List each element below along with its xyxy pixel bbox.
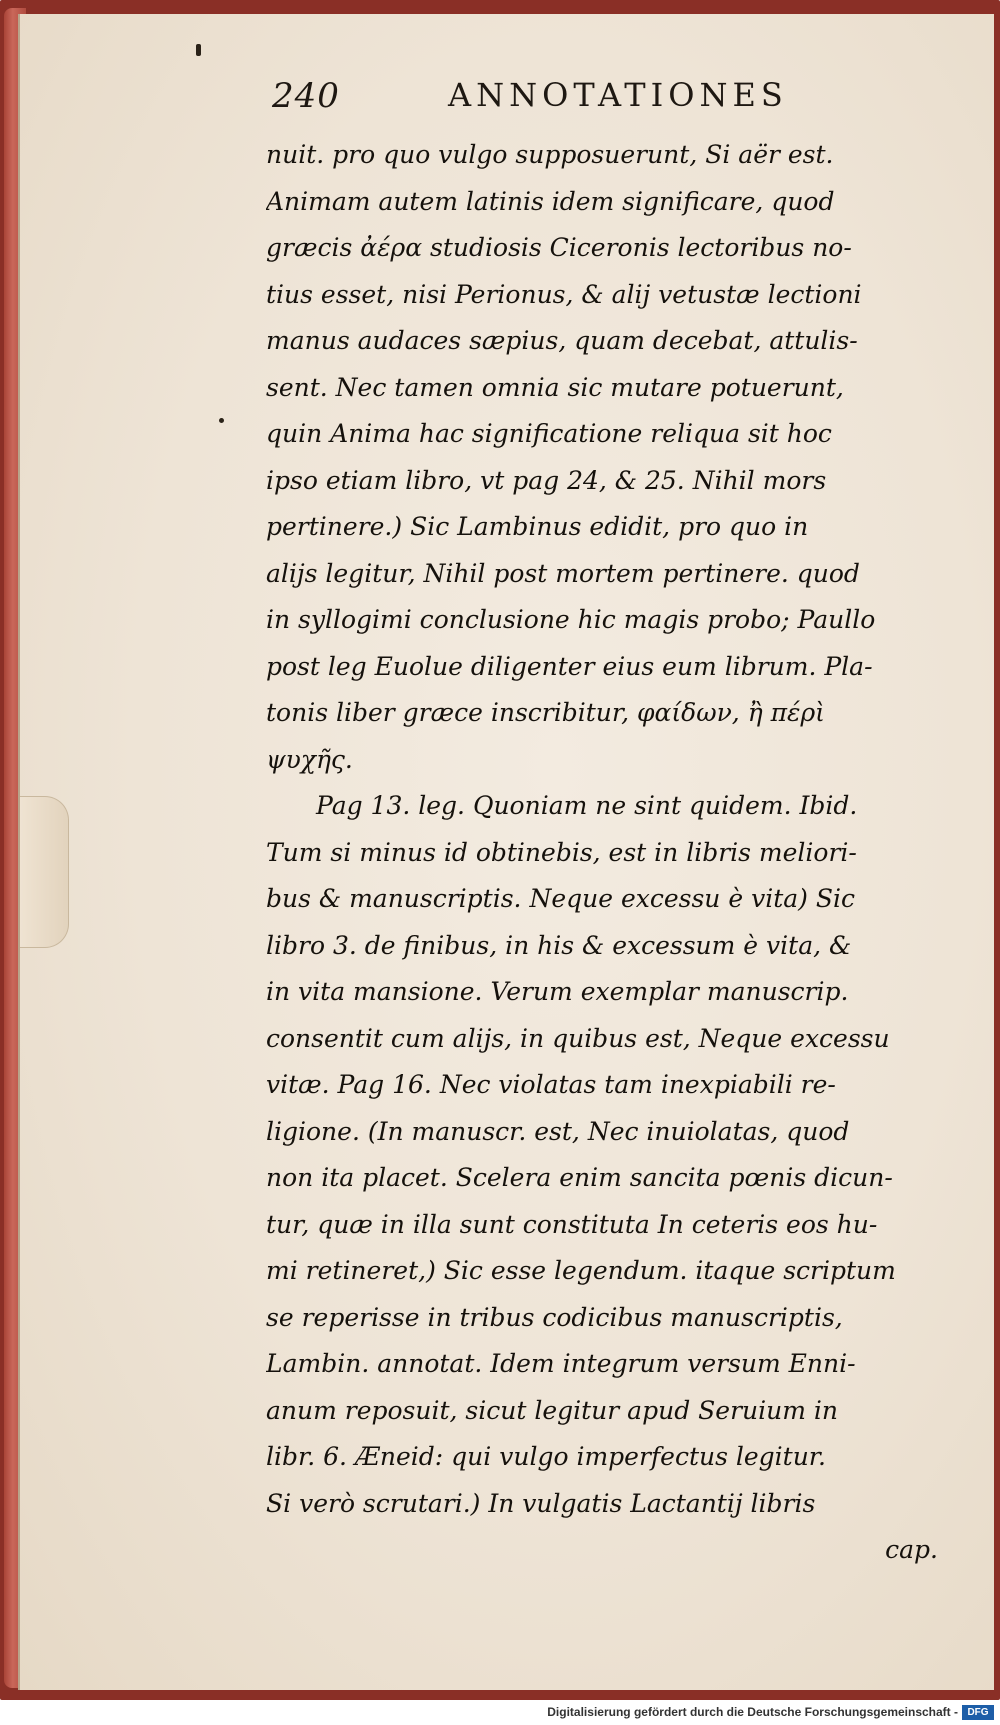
text-line: ipso etiam libro, vt pag 24, & 25. Nihil mors bbox=[266, 465, 827, 495]
text-line: non ita placet. Scelera enim sancita pœnis dicun- bbox=[266, 1163, 893, 1192]
funding-notice: Digitalisierung gefördert durch die Deutsche Forschungsgemeinschaft - bbox=[547, 1705, 958, 1719]
text-line: Animam autem latinis idem significare, quod bbox=[266, 186, 835, 216]
ink-spot bbox=[196, 44, 201, 56]
text-line: alijs legitur, Nihil post mortem pertinere. quod bbox=[266, 558, 860, 588]
text-line: pertinere.) Sic Lambinus edidit, pro quo in bbox=[266, 512, 809, 541]
text-line: bus & manuscriptis. Neque excessu è vita) Sic bbox=[266, 884, 855, 913]
text-line: ligione. (In manuscr. est, Nec inuiolatas, quod bbox=[266, 1116, 850, 1146]
ink-spot bbox=[219, 418, 224, 423]
text-line: libro 3. de finibus, in his & excessum è vita, & bbox=[266, 930, 852, 960]
text-line: post leg Euolue diligenter eius eum librum. Pla- bbox=[266, 651, 873, 681]
text-line: Tum si minus id obtinebis, est in libris meliori- bbox=[266, 837, 857, 867]
text-line: vitæ. Pag 16. Nec violatas tam inexpiabili re- bbox=[266, 1070, 836, 1099]
text-line: nuit. pro quo vulgo supposuerunt, Si aër est. bbox=[266, 140, 834, 169]
text-line: Pag 13. leg. Quoniam ne sint quidem. Ibid. bbox=[316, 791, 858, 820]
text-line: Lambin. annotat. Idem integrum versum Enni- bbox=[266, 1349, 856, 1378]
text-line: mi retineret,) Sic esse legendum. itaque scriptum bbox=[266, 1256, 896, 1285]
dfg-logo: DFG bbox=[962, 1705, 994, 1720]
page-header bbox=[272, 76, 832, 122]
text-line: græcis ἀέρα studiosis Ciceronis lectoribus no- bbox=[266, 233, 852, 262]
text-line: anum reposuit, sicut legitur apud Seruium in bbox=[266, 1395, 838, 1425]
text-line: tius esset, nisi Perionus, & alij vetustæ lectioni bbox=[266, 279, 862, 309]
text-line: in vita mansione. Verum exemplar manuscrip. bbox=[266, 977, 849, 1006]
text-line: tonis liber græce inscribitur, φαίδων, ἢ πέρὶ bbox=[266, 698, 825, 727]
footer-bar bbox=[0, 1700, 1000, 1725]
text-line: consentit cum alijs, in quibus est, Neque excessu bbox=[266, 1023, 890, 1053]
text-line: tur, quæ in illa sunt constituta In ceteris eos hu- bbox=[266, 1209, 878, 1239]
text-line: sent. Nec tamen omnia sic mutare potuerunt, bbox=[266, 372, 844, 402]
text-line: quin Anima hac significatione reliqua sit hoc bbox=[266, 419, 832, 448]
page-tab bbox=[20, 796, 69, 948]
text-line: se reperisse in tribus codicibus manuscriptis, bbox=[266, 1302, 843, 1332]
page-number: 240 bbox=[272, 76, 340, 116]
text-line: Si verò scrutari.) In vulgatis Lactantij libris bbox=[266, 1488, 816, 1518]
catchword: cap. bbox=[885, 1535, 938, 1564]
running-head: ANNOTATIONES bbox=[448, 76, 788, 114]
body-text bbox=[266, 132, 976, 1574]
text-line: ψυχῆς. bbox=[266, 744, 353, 774]
text-line: manus audaces sæpius, quam decebat, attulis- bbox=[266, 326, 858, 355]
text-line: in syllogimi conclusione hic magis probo; Paullo bbox=[266, 605, 876, 634]
text-line: libr. 6. Æneid: qui vulgo imperfectus legitur. bbox=[266, 1442, 826, 1471]
